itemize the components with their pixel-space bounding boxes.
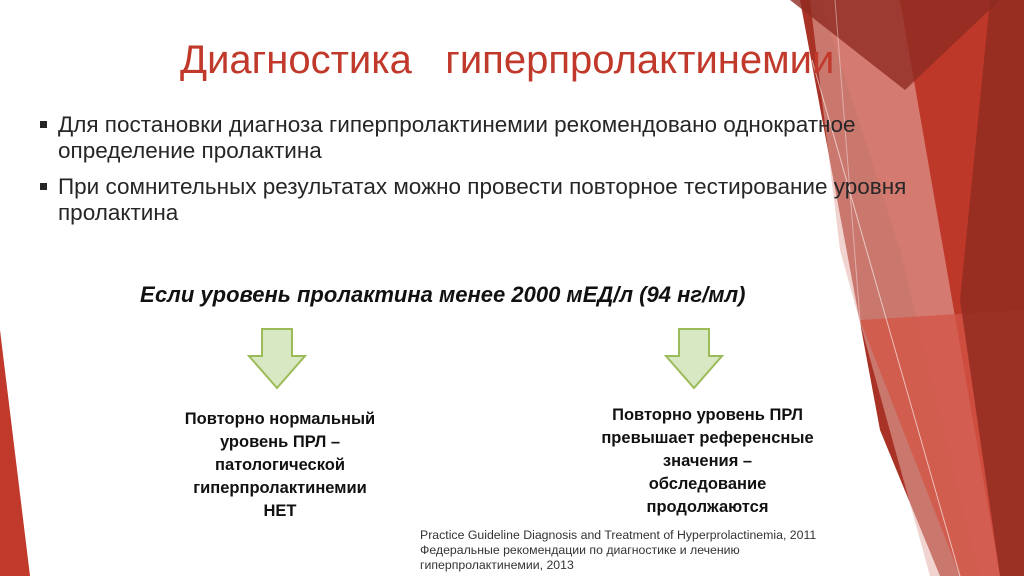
- outcome-left-line: Повторно нормальный: [184, 410, 376, 428]
- condition-text: Если уровень пролактина менее 2000 мЕД/л (94 нг/мл): [140, 282, 746, 307]
- square-bullet-icon: [40, 183, 47, 190]
- outcome-right-line: обследование: [648, 475, 767, 493]
- bullet-item: [40, 112, 960, 164]
- outcome-left-line: НЕТ: [263, 502, 297, 520]
- outcome-left: [150, 408, 410, 523]
- reference-line: гиперпролактинемии, 2013: [420, 558, 574, 572]
- square-bullet-icon: [40, 121, 47, 128]
- bullet-text: Для постановки диагноза гиперпролактинемии рекомендовано однократное определение пролактина: [58, 112, 856, 163]
- outcome-right-line: продолжаются: [646, 498, 769, 516]
- reference-line: Practice Guideline Diagnosis and Treatment of Hyperprolactinemia, 2011: [420, 528, 817, 542]
- bullet-item: [40, 174, 960, 226]
- outcome-left-line: гиперпролактинемии: [193, 479, 367, 497]
- bullet-text: При сомнительных результатах можно провести повторное тестирование уровня пролактина: [58, 174, 907, 225]
- outcome-right: [575, 404, 840, 519]
- arrow-down-left-icon: [247, 328, 307, 390]
- decor-shape-left: [0, 330, 30, 576]
- page-title: Диагностика гиперпролактинемии: [180, 38, 835, 82]
- bullet-list: [40, 112, 960, 236]
- outcome-left-line: уровень ПРЛ –: [219, 433, 341, 451]
- arrow-down-right-icon: [664, 328, 724, 390]
- outcome-right-line: Повторно уровень ПРЛ: [612, 406, 803, 424]
- outcome-left-line: патологической: [214, 456, 345, 474]
- outcome-right-line: превышает референсные: [601, 429, 814, 447]
- reference-line: Федеральные рекомендации по диагностике и лечению: [420, 543, 740, 557]
- outcome-right-line: значения –: [662, 452, 753, 470]
- reference-block: [420, 528, 816, 573]
